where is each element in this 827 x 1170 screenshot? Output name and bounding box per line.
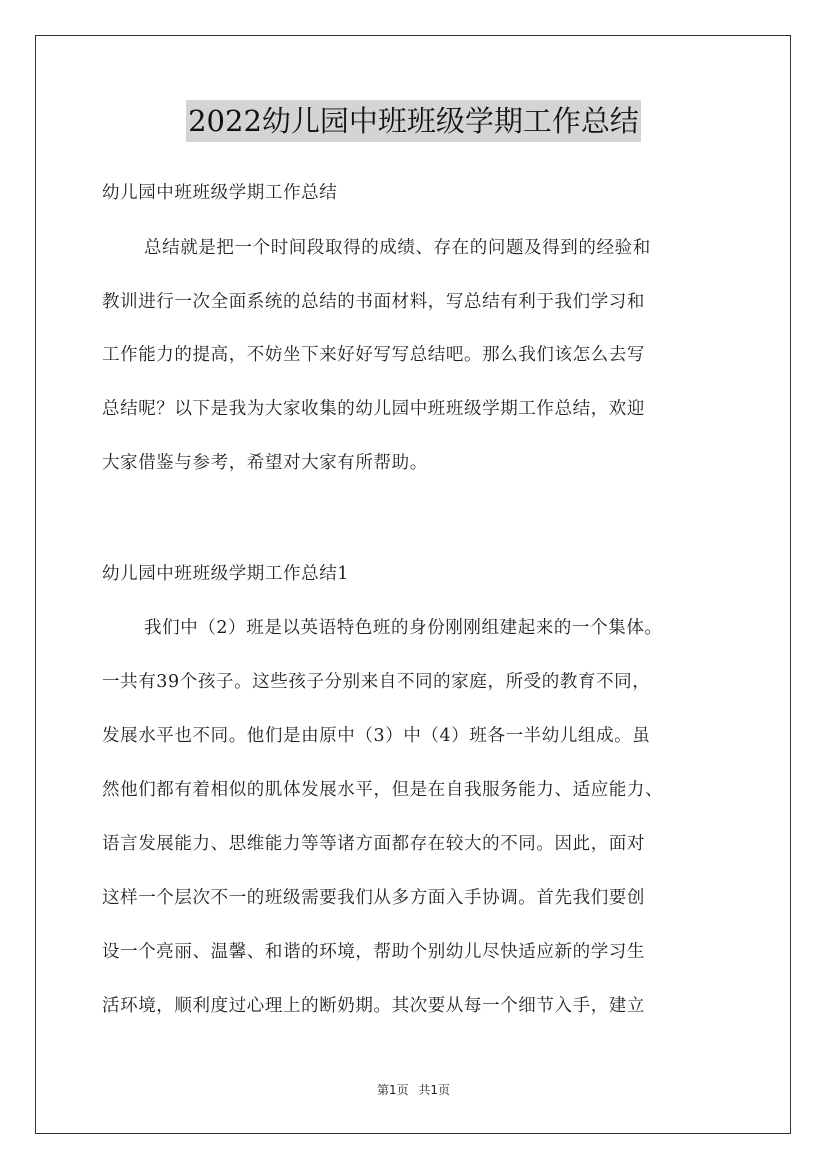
title-container (0, 100, 827, 142)
page-footer (0, 1082, 827, 1098)
page-number: 第1页 (376, 1083, 409, 1097)
document-title: 2022幼儿园中班班级学期工作总结 (186, 100, 641, 142)
section-line: 然他们都有着相似的肌体发展水平，但是在自我服务能力、适应能力、 (102, 780, 664, 800)
intro-line: 教训进行一次全面系统的总结的书面材料，写总结有利于我们学习和 (102, 292, 645, 312)
section-line: 语言发展能力、思维能力等等诸方面都存在较大的不同。因此，面对 (102, 834, 645, 854)
section-line: 我们中（2）班是以英语特色班的身份刚刚组建起来的一个集体。 (144, 618, 663, 638)
section-line: 一共有39个孩子。这些孩子分别来自不同的家庭，所受的教育不同， (102, 672, 651, 692)
section-line: 活环境，顺利度过心理上的断奶期。其次要从每一个细节入手，建立 (102, 996, 645, 1016)
section-heading: 幼儿园中班班级学期工作总结1 (102, 564, 350, 584)
intro-line: 总结就是把一个时间段取得的成绩、存在的问题及得到的经验和 (144, 238, 651, 258)
section-line: 发展水平也不同。他们是由原中（3）中（4）班各一半幼儿组成。虽 (102, 726, 651, 746)
intro-line: 工作能力的提高，不妨坐下来好好写写总结吧。那么我们该怎么去写 (102, 345, 645, 365)
intro-line: 大家借鉴与参考，希望对大家有所帮助。 (102, 453, 428, 473)
page-total: 共1页 (418, 1083, 451, 1097)
document-subtitle: 幼儿园中班班级学期工作总结 (102, 183, 338, 203)
section-line: 这样一个层次不一的班级需要我们从多方面入手协调。首先我们要创 (102, 888, 645, 908)
intro-line: 总结呢？以下是我为大家收集的幼儿园中班班级学期工作总结，欢迎 (102, 399, 645, 419)
section-line: 设一个亮丽、温馨、和谐的环境，帮助个别幼儿尽快适应新的学习生 (102, 942, 645, 962)
